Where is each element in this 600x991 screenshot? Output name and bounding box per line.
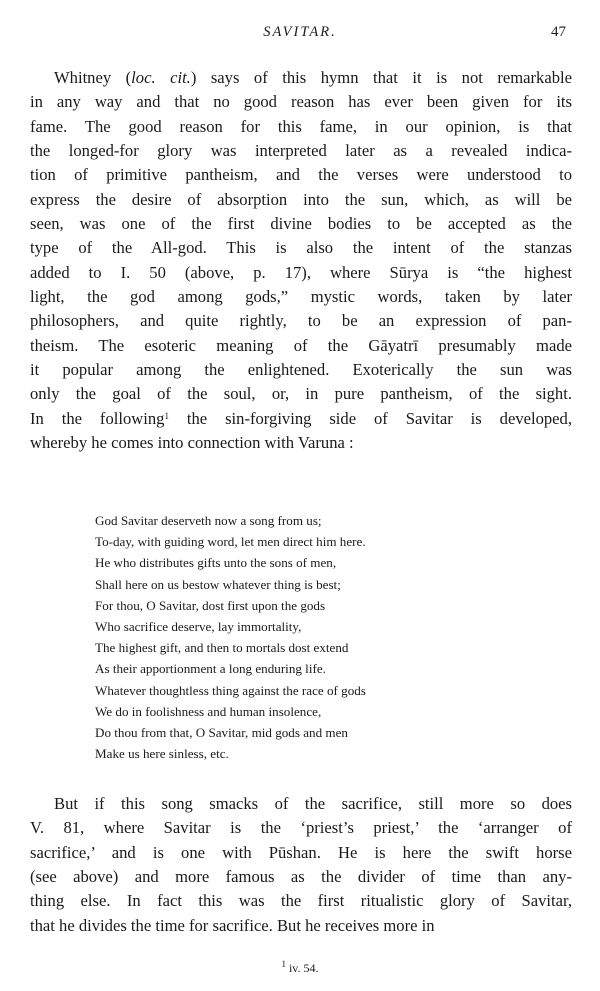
footnote: [0, 960, 600, 976]
verse-line: Make us here sinless, etc.: [95, 746, 229, 762]
verse-line: To-day, with guiding word, let men direct him here.: [95, 534, 366, 550]
text-run: In the following: [30, 408, 165, 428]
text-run: ) says of this hymn that it is not remarkable: [190, 68, 572, 87]
verse-line: He who distributes gifts unto the sons of men,: [95, 555, 337, 571]
paragraph-line: seen, was one of the first divine bodies to be accepted as the: [30, 214, 572, 234]
verse-line: The highest gift, and then to mortals dost extend: [95, 640, 349, 656]
paragraph-line: tion of primitive pantheism, and the verses were understood to: [30, 165, 572, 185]
paragraph-line: added to I. 50 (above, p. 17), where Sūrya is “the highest: [30, 262, 572, 282]
verse-quotation: [95, 510, 535, 764]
paragraph-line: that he divides the time for sacrifice. But he receives more in: [30, 915, 435, 935]
text-run: Whitney (: [54, 68, 132, 87]
paragraph-line: express the desire of absorption into the sun, which, as will be: [30, 189, 572, 209]
paragraph-sacrifice: [30, 792, 572, 938]
paragraph-line: the longed-for glory was interpreted later as a revealed indica-: [30, 141, 572, 161]
verse-line: Shall here on us bestow whatever thing is best;: [95, 576, 341, 592]
paragraph-line: sacrifice,’ and is one with Pūshan. He is here the swift horse: [30, 842, 572, 862]
paragraph-line: (see above) and more famous as the divider of time than any-: [30, 867, 572, 887]
running-title: SAVITAR.: [263, 24, 337, 40]
paragraph-line: theism. The esoteric meaning of the Gāyatrī presumably made: [30, 335, 572, 355]
paragraph-line: only the goal of the soul, or, in pure pantheism, of the sight.: [30, 384, 572, 404]
paragraph-whitney: [30, 66, 572, 456]
footnote-text: iv. 54.: [285, 961, 319, 975]
verse-line: Whatever thoughtless thing against the race of gods: [95, 682, 366, 698]
paragraph-line: philosophers, and quite rightly, to be an expression of pan-: [30, 311, 572, 331]
paragraph-line: fame. The good reason for this fame, in our opinion, is that: [30, 116, 572, 136]
paragraph-line: [30, 407, 572, 431]
paragraph-line: it popular among the enlightened. Exoterically the sun was: [30, 360, 572, 380]
paragraph-line: V. 81, where Savitar is the ‘priest’s priest,’ the ‘arranger of: [30, 818, 572, 838]
paragraph-line: But if this song smacks of the sacrifice, still more so does: [54, 794, 572, 813]
verse-line: God Savitar deserveth now a song from us;: [95, 513, 322, 528]
verse-line: As their apportionment a long enduring life.: [95, 661, 326, 677]
paragraph-line: in any way and that no good reason has ever been given for its: [30, 92, 572, 112]
verse-line: Who sacrifice deserve, lay immortality,: [95, 619, 302, 635]
running-head: [0, 20, 600, 44]
footnote-mark: 1: [281, 959, 286, 969]
paragraph-line: [30, 66, 572, 90]
paragraph-line: whereby he comes into connection with Varuna :: [30, 433, 354, 453]
verse-line: Do thou from that, O Savitar, mid gods and men: [95, 725, 348, 741]
footnote-reference: 1: [164, 410, 169, 421]
verse-line: For thou, O Savitar, dost first upon the gods: [95, 597, 326, 613]
verse-line: We do in foolishness and human insolence,: [95, 703, 322, 719]
page-number: 47: [551, 24, 566, 40]
paragraph-line: light, the god among gods,” mystic words, taken by later: [30, 287, 572, 307]
text-run: the sin-forgiving side of Savitar is developed,: [168, 408, 572, 428]
paragraph-line: thing else. In fact this was the first ritualistic glory of Savitar,: [30, 891, 572, 911]
citation-italic: loc. cit.: [131, 68, 191, 87]
paragraph-line: type of the All-god. This is also the intent of the stanzas: [30, 238, 572, 258]
